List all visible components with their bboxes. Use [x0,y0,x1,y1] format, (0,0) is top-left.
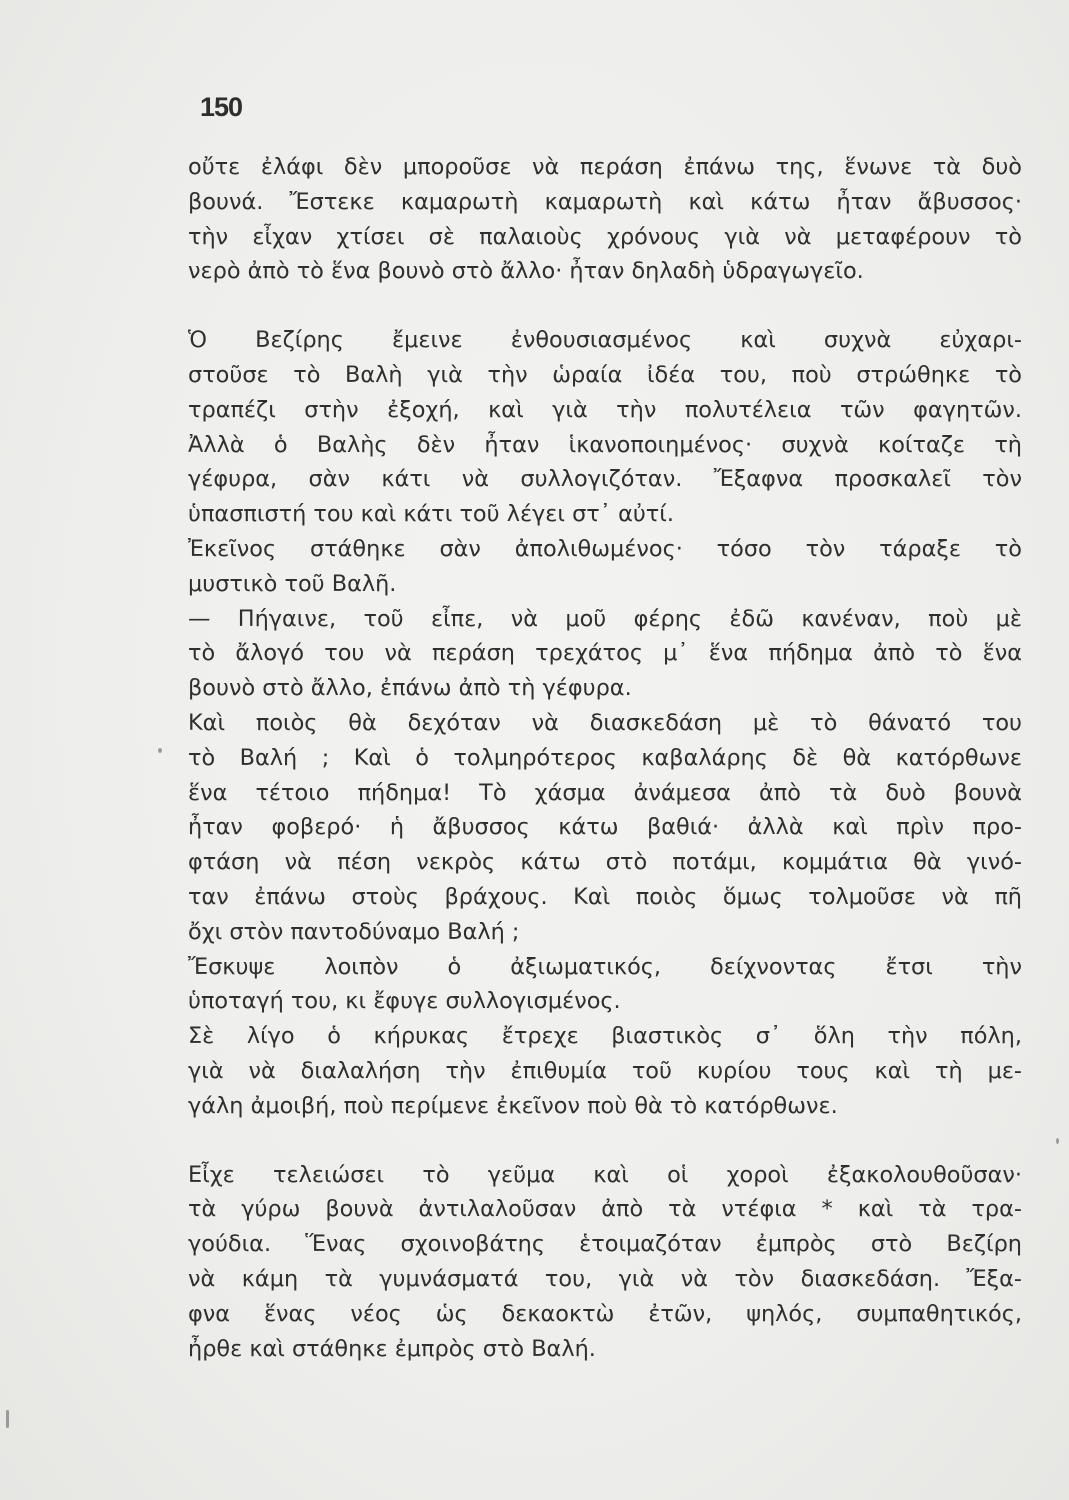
text-line: τὸ ἄλογό του νὰ περάση τρεχάτος μ᾿ ἕνα πήδημα ἀπὸ τὸ ἕνα [188,640,1022,667]
text-line: γάλη ἀμοιβή, ποὺ περίμενε ἐκεῖνον ποὺ θὰ τὸ κατόρθωνε. [188,1092,838,1119]
margin-speck [6,1410,9,1428]
text-line: Εἶχε τελειώσει τὸ γεῦμα καὶ οἱ χοροὶ ἐξακολουθοῦσαν· [188,1161,1022,1188]
text-line: ὑπασπιστή του καὶ κάτι τοῦ λέγει στ᾿ αὐτί. [188,501,674,528]
margin-speck [1056,1138,1059,1144]
paragraph [188,706,1022,950]
text-line: ὑποταγή του, κι ἔφυγε συλλογισμένος. [188,988,621,1015]
margin-speck [158,748,162,753]
page-body-text [188,150,1022,1366]
text-line: — Πήγαινε, τοῦ εἶπε, νὰ μοῦ φέρης ἐδῶ κανέναν, ποὺ μὲ [188,605,1022,632]
text-line: Ἐκεῖνος στάθηκε σὰν ἀπολιθωμένος· τόσο τὸν τάραξε τὸ [188,535,1022,562]
page-number: 150 [200,92,243,122]
text-line: Ὁ Βεζίρης ἔμεινε ἐνθουσιασμένος καὶ συχνὰ εὐχαρι- [188,327,1022,354]
paragraph [188,532,1022,602]
text-line: Καὶ ποιὸς θὰ δεχόταν νὰ διασκεδάση μὲ τὸ θάνατό του [188,709,1022,736]
text-line: τὰ γύρω βουνὰ ἀντιλαλοῦσαν ἀπὸ τὰ ντέφια * καὶ τὰ τρα- [188,1196,1022,1223]
text-line: γούδια. Ἕνας σχοινοβάτης ἑτοιμαζόταν ἐμπρὸς στὸ Βεζίρη [188,1231,1022,1258]
text-line: οὔτε ἐλάφι δὲν μποροῦσε νὰ περάση ἐπάνω της, ἕνωνε τὰ δυὸ [188,154,1022,180]
text-line: νὰ κάμη τὰ γυμνάσματά του, γιὰ νὰ τὸν διασκεδάση. Ἔξα- [188,1265,1022,1292]
paragraph-gap [188,1124,1022,1158]
paragraph [188,1158,1022,1367]
text-line: μυστικὸ τοῦ Βαλῆ. [188,570,397,597]
text-line: τραπέζι στὴν ἐξοχή, καὶ γιὰ τὴν πολυτέλεια τῶν φαγητῶν. [188,396,1022,423]
text-line: ὄχι στὸν παντοδύναμο Βαλή ; [188,918,520,945]
text-line: στοῦσε τὸ Βαλὴ γιὰ τὴν ὡραία ἰδέα του, ποὺ στρώθηκε τὸ [188,361,1022,388]
text-line: ἦταν φοβερό· ἡ ἄβυσσος κάτω βαθιά· ἀλλὰ καὶ πρὶν προ- [188,814,1022,841]
paragraph [188,1019,1022,1123]
text-line: ταν ἐπάνω στοὺς βράχους. Καὶ ποιὸς ὅμως τολμοῦσε νὰ πῆ [188,883,1022,910]
text-line: βουνά. Ἔστεκε καμαρωτὴ καμαρωτὴ καὶ κάτω ἦταν ἄβυσσος· [188,188,1022,215]
text-line: γιὰ νὰ διαλαλήση τὴν ἐπιθυμία τοῦ κυρίου τους καὶ τὴ με- [188,1057,1022,1084]
paragraph [188,950,1022,1020]
text-line: νερὸ ἀπὸ τὸ ἕνα βουνὸ στὸ ἄλλο· ἦταν δηλαδὴ ὑδραγωγεῖο. [188,258,864,285]
text-line: Σὲ λίγο ὁ κήρυκας ἔτρεχε βιαστικὸς σ᾿ ὅλη τὴν πόλη, [188,1023,1022,1050]
text-line: Ἀλλὰ ὁ Βαλὴς δὲν ἦταν ἱκανοποιημένος· συχνὰ κοίταζε τὴ [188,431,1022,458]
text-line: φτάση νὰ πέση νεκρὸς κάτω στὸ ποτάμι, κομμάτια θὰ γινό- [188,849,1022,876]
paragraph [188,150,1022,289]
paragraph-gap [188,289,1022,323]
text-line: ἕνα τέτοιο πήδημα! Τὸ χάσμα ἀνάμεσα ἀπὸ τὰ δυὸ βουνὰ [188,779,1022,806]
text-line: Ἔσκυψε λοιπὸν ὁ ἀξιωματικός, δείχνοντας ἔτσι τὴν [188,953,1022,980]
text-line: βουνὸ στὸ ἄλλο, ἐπάνω ἀπὸ τὴ γέφυρα. [188,675,632,702]
text-line: τὴν εἶχαν χτίσει σὲ παλαιοὺς χρόνους γιὰ νὰ μεταφέρουν τὸ [188,223,1022,250]
text-line: ἦρθε καὶ στάθηκε ἐμπρὸς στὸ Βαλή. [188,1335,596,1362]
text-line: γέφυρα, σὰν κάτι νὰ συλλογιζόταν. Ἔξαφνα προσκαλεῖ τὸν [188,466,1022,493]
paragraph [188,602,1022,706]
text-line: τὸ Βαλή ; Καὶ ὁ τολμηρότερος καβαλάρης δὲ θὰ κατόρθωνε [188,744,1022,771]
text-line: φνα ἕνας νέος ὡς δεκαοκτὼ ἐτῶν, ψηλός, συμπαθητικός, [188,1300,1022,1327]
paragraph [188,323,1022,532]
